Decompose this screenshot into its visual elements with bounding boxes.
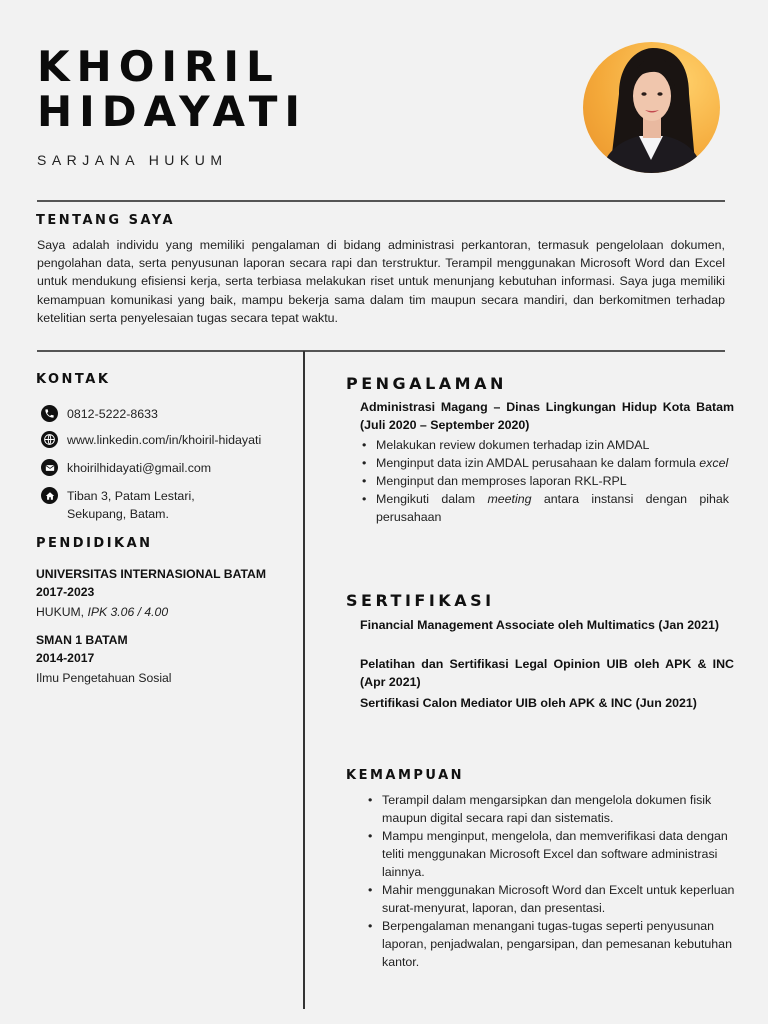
school-years: 2014-2017 — [36, 650, 95, 665]
certification-item: Sertifikasi Calon Mediator UIB oleh APK & INC (Jun 2021) — [360, 696, 697, 710]
experience-title: PENGALAMAN — [346, 374, 507, 393]
school-years: 2017-2023 — [36, 584, 95, 599]
school-field: Ilmu Pengetahuan Sosial — [36, 671, 172, 685]
contact-address — [41, 487, 195, 523]
job-subtitle: SARJANA HUKUM — [37, 152, 228, 168]
about-title: TENTANG SAYA — [36, 213, 176, 228]
column-divider — [303, 351, 305, 1009]
list-item-italic: excel — [699, 456, 729, 470]
address-line-1: Tiban 3, Patam Lestari, — [67, 489, 195, 503]
contact-linkedin — [41, 431, 261, 449]
name-line-2: HIDAYATI — [37, 87, 308, 136]
education-item-1 — [36, 566, 266, 622]
list-item: • Terampil dalam mengarsipkan dan mengelola dokumen fisik maupun digital secara rapi dan sistematis. — [366, 791, 746, 827]
list-item: • Berpengalaman menangani tugas-tugas seperti penyusunan laporan, penjadwalan, pengarsipan, dan pemesanan kebutuhan kantor. — [366, 917, 746, 971]
list-item: • Melakukan review dokumen terhadap izin AMDAL — [360, 436, 729, 454]
list-item — [360, 490, 729, 526]
about-divider — [37, 350, 725, 352]
address-line-2: Sekupang, Batam. — [67, 507, 169, 521]
list-item-italic: meeting — [487, 492, 532, 506]
contact-email — [41, 459, 211, 477]
globe-icon — [41, 431, 58, 448]
home-icon — [41, 487, 58, 504]
address-text — [67, 487, 195, 523]
list-item-text: antara instansi dengan pihak perusahaan — [376, 492, 729, 524]
portrait-illustration — [583, 42, 720, 173]
name-line-1: KHOIRIL — [37, 42, 280, 91]
skills-list — [366, 791, 746, 971]
experience-list — [360, 436, 729, 526]
profile-photo — [583, 42, 720, 173]
phone-number[interactable]: 0812-5222-8633 — [67, 407, 158, 421]
education-title: PENDIDIKAN — [36, 536, 153, 551]
email-address[interactable]: khoirilhidayati@gmail.com — [67, 461, 212, 475]
skills-title: KEMAMPUAN — [346, 768, 465, 783]
list-item: • Mampu menginput, mengelola, dan memverifikasi data dengan teliti menggunakan Microsoft Excel dan software administrasi lainnya. — [366, 827, 746, 881]
list-item — [360, 454, 729, 472]
gpa: IPK 3.06 / 4.00 — [87, 605, 169, 619]
list-item: • Mahir menggunakan Microsoft Word dan Excelt untuk keperluan surat-menyurat, laporan, dan presentasi. — [366, 881, 746, 917]
contact-phone — [41, 405, 158, 423]
phone-icon — [41, 405, 58, 422]
header-divider — [37, 200, 725, 202]
list-item-text: Menginput data izin AMDAL perusahaan ke dalam formula — [376, 456, 696, 470]
linkedin-link[interactable]: www.linkedin.com/in/khoiril-hidayati — [67, 433, 262, 447]
school-name: UNIVERSITAS INTERNASIONAL BATAM — [36, 567, 266, 581]
about-text: Saya adalah individu yang memiliki pengalaman di bidang administrasi perkantoran, termasuk pengelolaan dokumen, pengolahan data, serta penyusunan laporan secara rapi dan terstruktur. Terampil menggunakan Microsoft Word dan Excel untuk mendukung efisiensi kerja, serta terbiasa melakukan riset untuk menunjang kebutuhan informasi. Saya juga memiliki kemampuan komunikasi yang baik, mampu bekerja sama dalam tim maupun secara mandiri, dan berkomitmen terhadap ketelitian serta penyelesaian tugas secara tepat waktu. — [37, 238, 725, 325]
school-field — [36, 604, 266, 622]
school-name: SMAN 1 BATAM — [36, 633, 128, 647]
certification-title: SERTIFIKASI — [346, 591, 495, 610]
contact-title: KONTAK — [36, 372, 111, 387]
certification-item: Financial Management Associate oleh Multimatics (Jan 2021) — [360, 618, 719, 632]
field-name: HUKUM, — [36, 605, 85, 619]
list-item: • Menginput dan memproses laporan RKL-RPL — [360, 472, 729, 490]
job-title: Administrasi Magang – Dinas Lingkungan Hidup Kota Batam (Juli 2020 – September 2020) — [360, 400, 734, 432]
education-item-2 — [36, 632, 172, 688]
list-item-text: Mengikuti dalam — [376, 492, 476, 506]
full-name — [37, 44, 307, 134]
envelope-icon — [41, 459, 58, 476]
certification-item: Pelatihan dan Sertifikasi Legal Opinion UIB oleh APK & INC (Apr 2021) — [360, 657, 734, 689]
